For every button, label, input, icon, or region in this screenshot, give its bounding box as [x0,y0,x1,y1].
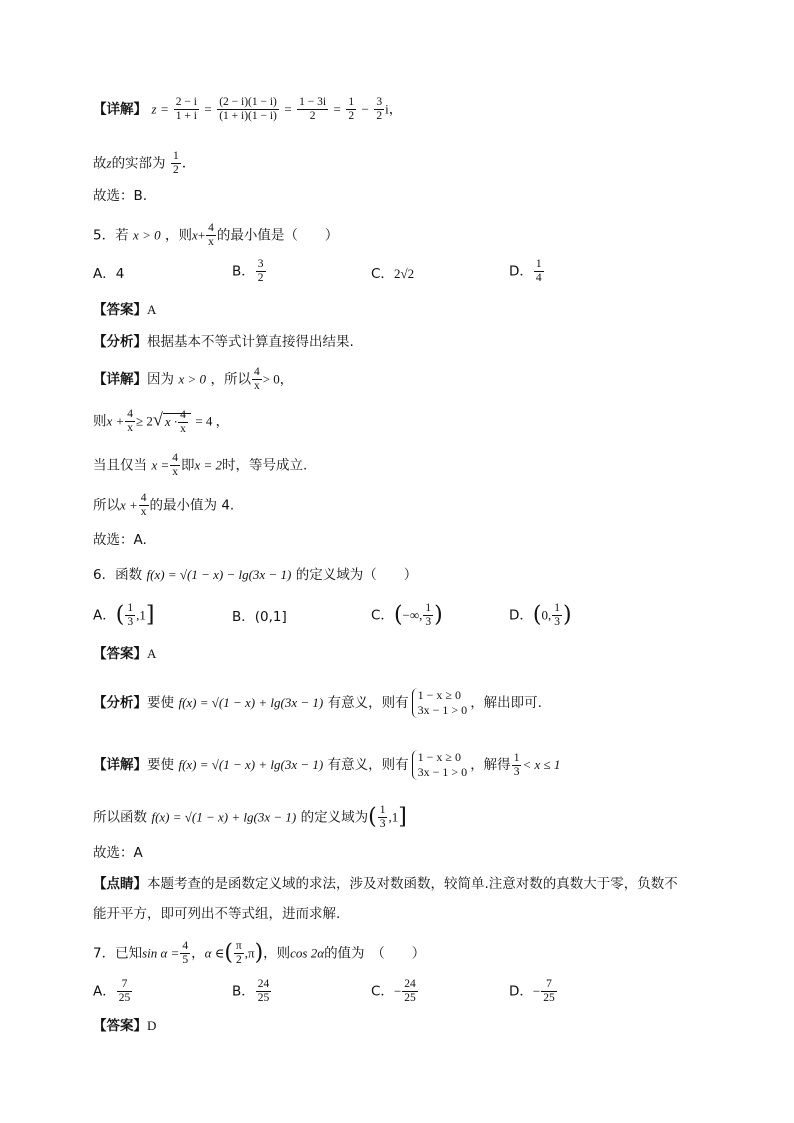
detail-tag: 【详解】 [93,757,147,773]
frac-num: 4 [180,409,186,422]
analysis-tag: 【分析】 [93,334,147,350]
q6-choose: 故选：A [93,845,143,861]
text: 所以 [93,497,120,514]
sqrt-body [163,409,191,436]
minus: − [361,101,369,117]
function-expr: f(x) = √(1 − x) − lg(3x − 1) [146,567,292,582]
option-label: B． [232,983,255,1000]
text: 有意义，则有 [327,695,409,711]
frac-den: 25 [118,992,131,1004]
answer-tag: 【答案】 [93,646,147,662]
inequality-1: 1 − x ≥ 0 [417,750,461,764]
q6-option-a [93,602,154,629]
text: ,1 [388,809,399,825]
frac-num: 7 [541,978,557,992]
text: 的最小值为 4. [149,497,235,514]
q6-answer [93,644,754,664]
fraction [234,940,244,967]
detail-tag: 【详解】 [93,371,147,388]
fraction [174,96,199,123]
frac-den: x [140,506,147,518]
text: ,1 [136,607,146,623]
text: 所以函数 [93,809,147,826]
text: ，解得 [470,757,511,773]
option-label: D． [509,607,533,624]
equals: = [204,101,212,117]
q6-comment-1 [93,874,754,894]
q6-option-b: B．(0,1] [232,609,287,625]
text: 则 [93,413,107,430]
frac-num: 1 − 3i [299,96,327,108]
text: 0, [541,607,552,623]
inequality: < x ≤ 1 [522,757,561,772]
frac-den: 2 [376,110,383,122]
q5-option-d [509,258,545,285]
minus: − [393,983,402,999]
question-7 [93,940,754,967]
expr: α ∈ [204,945,225,961]
expr: x + [106,413,125,429]
fraction [171,150,181,177]
answer-value: D [147,1018,157,1033]
minus: − [532,983,541,999]
fraction [541,978,557,1005]
fraction [552,602,562,629]
frac-den: 2 [309,110,316,122]
question-5 [93,222,754,249]
q5-analysis [93,332,754,352]
answer-tag: 【答案】 [93,1018,147,1034]
frac-num: 24 [257,978,270,990]
fraction [402,978,418,1005]
fraction [117,978,133,1005]
option-label: C． [371,607,394,624]
frac-den: 3 [513,765,520,778]
frac-den: 2 [173,164,179,176]
frac-num: 4 [172,452,178,464]
frac-den: 4 [535,272,542,284]
expr: sin α = [142,945,180,961]
frac-den: 2 [257,272,264,284]
frac-num: 1 [379,804,386,816]
q7-option-d [509,978,558,1005]
fraction [423,602,433,629]
text: 故 [93,155,107,172]
q7-option-c [371,978,419,1005]
text: 的最小值是（ ） [216,227,339,244]
text: 的值为 （ ） [324,945,426,962]
text: 5．若 [93,227,129,244]
plus: + [197,227,206,243]
real-part-line [93,150,754,177]
option-label: A． [93,983,116,1000]
fraction [139,492,149,519]
text: 要使 [147,695,174,711]
fraction [217,96,279,123]
left-paren: ( [115,602,125,628]
text: ，则 [263,945,291,962]
comma: ， [388,101,403,118]
frac-den: 3 [127,616,134,628]
frac-num: 4 [127,408,134,420]
equals: = [284,101,292,117]
text: 的定义域为 [300,809,369,826]
inequality-2: 3x − 1 > 0 [417,765,468,779]
fraction [346,96,356,123]
fraction [252,366,262,393]
q7-option-b [232,978,272,1005]
q5-option-c [371,264,414,284]
expr: cos 2α [290,945,325,961]
text: ≥ 2 [136,413,153,429]
text: 要使 [147,757,174,773]
frac-den: x [208,236,214,248]
fraction [178,409,188,436]
frac-num: 4 [253,366,260,378]
fraction [256,978,272,1005]
frac-num: 4 [208,222,214,234]
answer-value: A [147,646,157,661]
text: > 0， [262,371,293,387]
frac-num: π [235,940,242,952]
frac-den: 3 [379,818,386,830]
fraction [534,258,544,285]
expr: x = 2 [194,457,223,473]
frac-num: 3 [257,258,264,270]
right-paren: ) [563,602,572,628]
q6-so [93,804,754,831]
inequality-1: 1 − x ≥ 0 [417,688,461,702]
q6-option-c [371,602,443,629]
equals: = [333,101,341,117]
fraction [125,602,135,629]
answer-tag: 【答案】 [93,302,147,318]
frac-num: 3 [376,96,383,108]
left-paren: ( [532,602,542,628]
right-bracket: ] [398,804,407,830]
var-z: z [106,155,112,171]
q6-option-d [509,602,572,629]
inequality-system [412,750,468,780]
option-label: B． [232,263,255,280]
option-label: D． [509,983,533,1000]
question-6 [93,565,754,585]
text: x · [164,413,178,429]
frac-den: 5 [182,954,189,966]
comment-text: 本题考查的是函数定义域的求法，涉及对数函数，较简单.注意对数的真数大于零，负数不 [147,876,678,892]
frac-num: 1 [127,602,134,614]
fraction [374,96,384,123]
q5-detail-3 [93,452,754,479]
fraction [125,408,135,435]
q5-option-a: A．4 [93,266,125,282]
text: 6．函数 [93,567,143,583]
text: 即 [181,457,195,474]
frac-den: 3 [554,616,560,628]
frac-den: 3 [425,616,432,628]
choose-b: 故选：B. [93,188,148,204]
condition: x > 0 [178,371,206,387]
q5-detail-4 [93,492,754,519]
frac-den: 25 [257,992,270,1004]
frac-num: 1 [535,258,542,270]
text: 因为 [147,371,174,388]
fraction [206,222,216,249]
text: ,π [244,945,255,961]
frac-den: 2 [235,954,242,966]
value: 2√2 [393,266,415,281]
option-label: C． [371,266,394,282]
text: 有意义，则有 [327,757,409,773]
expr: x + [120,497,138,513]
analysis-text: 根据基本不等式计算直接得出结果. [147,334,354,350]
right-bracket: ] [145,602,155,628]
q7-option-a [93,978,133,1005]
frac-num: 1 [554,602,560,614]
frac-den: (1 + i)(1 − i) [219,110,277,122]
imag-unit: i [385,101,389,117]
function-expr: f(x) = √(1 − x) + lg(3x − 1) [178,757,324,772]
detail-line-z [93,96,754,123]
q6-detail [93,750,754,780]
left-paren: ( [393,602,403,628]
text: 7．已知 [93,945,143,962]
frac-den: x [253,380,260,392]
function-expr: f(x) = √(1 − x) + lg(3x − 1) [178,695,324,710]
frac-den: x [172,466,178,478]
frac-num: 24 [404,978,416,990]
text: 时，等号成立. [222,457,308,474]
fraction [378,804,388,831]
q7-answer [93,1016,754,1036]
frac-den: 2 [348,110,355,122]
option-label: D． [509,263,533,280]
right-paren: ) [254,940,264,966]
expr: x = [151,457,170,473]
option-label: C． [371,983,394,1000]
inequality-2: 3x − 1 > 0 [417,703,468,717]
frac-num: 2 − i [175,96,197,108]
equals: = [160,101,169,117]
fraction [256,258,266,285]
condition: x > 0 [133,227,161,243]
text: ，则 [165,227,193,244]
frac-num: 1 [425,602,432,614]
frac-num: 4 [182,940,189,952]
q5-answer [93,300,754,320]
q5-detail-1 [93,366,754,393]
detail-tag: 【详解】 [93,101,147,118]
frac-den: x [180,423,186,436]
text: 的实部为 [111,155,166,172]
sqrt-sign: √ [152,409,163,430]
var-x: x [192,227,198,243]
q6-comment-2: 能开平方，即可列出不等式组，进而求解. [93,906,341,922]
var-z: z [151,101,157,117]
function-expr: f(x) = √(1 − x) + lg(3x − 1) [151,809,297,825]
frac-den: x [127,422,134,434]
fraction [297,96,328,123]
fraction [180,940,190,967]
q5-detail-2 [93,408,754,436]
q5-option-b [232,258,267,285]
frac-num: 1 [173,150,179,162]
frac-num: (2 − i)(1 − i) [219,96,277,108]
frac-den: 1 + i [175,110,197,122]
answer-value: A [147,302,157,317]
text: ，所以 [210,371,251,388]
right-paren: ) [434,602,443,628]
text: −∞, [402,607,423,623]
analysis-tag: 【分析】 [93,695,147,711]
text: 的定义域为（ ） [295,567,418,583]
text: ，解出即可. [470,695,542,711]
fraction [170,452,180,479]
q5-choose: 故选：A. [93,532,147,548]
frac-num: 4 [140,492,147,504]
frac-den: 25 [404,992,416,1004]
q6-analysis [93,688,754,718]
text: ， [191,945,205,962]
frac-num: 7 [117,978,133,992]
fraction [512,752,522,779]
period: . [181,155,187,172]
frac-den: 25 [543,992,555,1004]
frac-num: 1 [348,96,355,108]
frac-num: 1 [513,751,520,764]
inequality-system [412,688,468,718]
text: = 4 ， [195,413,229,429]
comment-tag: 【点睛】 [93,876,147,892]
option-label: A． [93,607,116,624]
text: 当且仅当 [93,457,147,474]
left-paren: ( [224,940,233,966]
left-paren: ( [368,804,377,830]
